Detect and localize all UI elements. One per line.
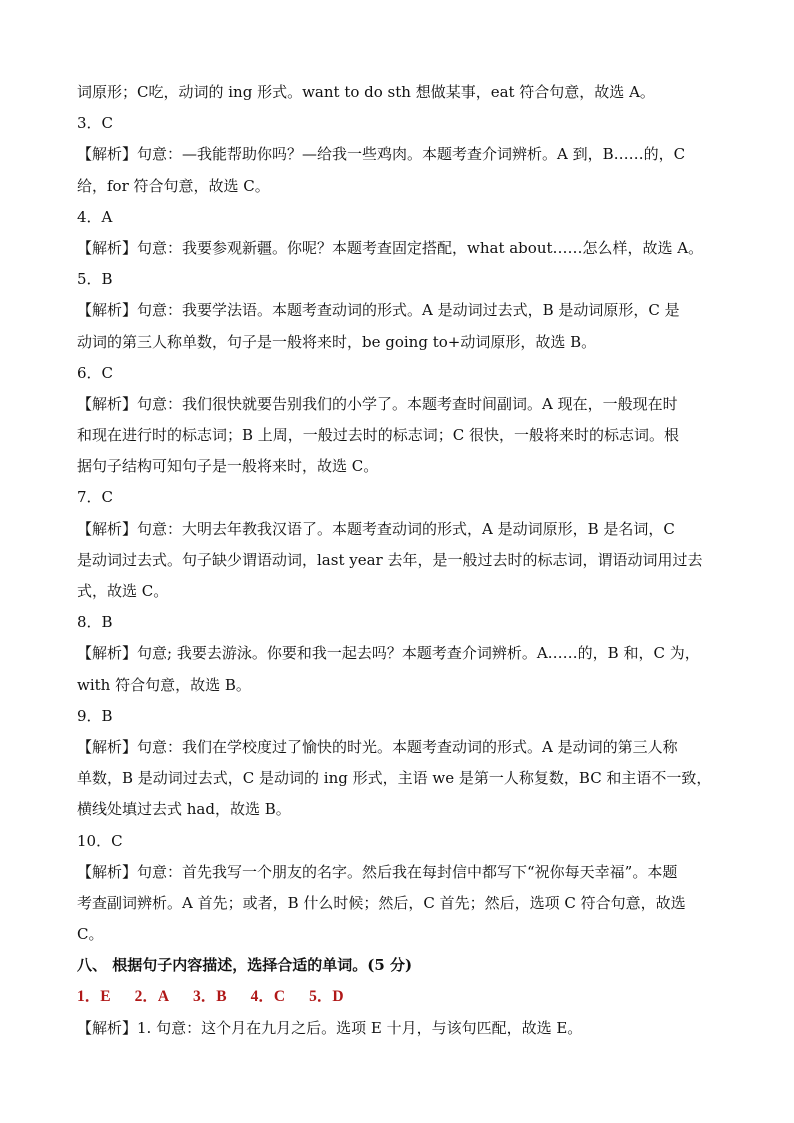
text-line: 考查副词辨析。A 首先；或者，B 什么时候；然后，C 首先；然后，选项 C 符合句意，故选 [77, 893, 686, 912]
text-line: 动词的第三人称单数，句子是一般将来时，be going to+动词原形，故选 B。 [77, 332, 597, 351]
text-line: 【解析】句意; 我要去游泳。你要和我一起去吗？本题考查介词辨析。A……的，B 和，C 为， [77, 644, 700, 663]
text-line: 8．B [77, 613, 113, 632]
text-line: 和现在进行时的标志词；B 上周，一般过去时的标志词；C 很快，一般将来时的标志词。根 [77, 426, 680, 445]
text-line: 4．A [77, 207, 113, 226]
text-line: C。 [77, 925, 104, 944]
text-line: 【解析】句意：我们很快就要告别我们的小学了。本题考查时间副词。A 现在，一般现在时 [77, 394, 678, 413]
text-line: 【解析】句意：大明去年教我汉语了。本题考查动词的形式，A 是动词原形，B 是名词，C [77, 519, 675, 538]
answer-item: 4．C [250, 988, 286, 1006]
answer-key-row [77, 981, 727, 1012]
text-line: 据句子结构可知句子是一般将来时，故选 C。 [77, 457, 379, 476]
document-content [77, 77, 727, 1044]
text-line: 【解析】句意：我要学法语。本题考查动词的形式。A 是动词过去式，B 是动词原形，C 是 [77, 301, 680, 320]
text-line: 5．B [77, 270, 113, 289]
text-line: 横线处填过去式 had，故选 B。 [77, 800, 291, 819]
text-line: 【解析】句意：我要参观新疆。你呢？本题考查固定搭配，what about……怎么样，故选 A。 [77, 238, 704, 257]
text-line: with 符合句意，故选 B。 [77, 675, 251, 694]
text-line: 【解析】句意：—我能帮助你吗？—给我一些鸡肉。本题考查介词辨析。A 到，B……的，C [77, 145, 686, 164]
text-line: 给，for 符合句意，故选 C。 [77, 176, 270, 195]
answer-item: 1．E [77, 988, 111, 1006]
text-line: 7．C [77, 488, 114, 507]
text-line: 9．B [77, 706, 113, 725]
text-line: 3．C [77, 114, 114, 133]
text-line: 6．C [77, 363, 114, 382]
text-line: 10．C [77, 831, 123, 850]
text-line: 【解析】句意：首先我写一个朋友的名字。然后我在每封信中都写下“祝你每天幸福”。本题 [77, 862, 678, 881]
text-line: 词原形；C吃，动词的 ing 形式。want to do sth 想做某事，eat 符合句意，故选 A。 [77, 83, 655, 101]
text-line: 【解析】句意：我们在学校度过了愉快的时光。本题考查动词的形式。A 是动词的第三人称 [77, 737, 678, 756]
text-line: 单数，B 是动词过去式，C 是动词的 ing 形式，主语 we 是第一人称复数，BC 和主语不一致， [77, 769, 712, 788]
text-line: 式，故选 C。 [77, 582, 169, 600]
answer-item: 3．B [193, 988, 227, 1006]
answer-item: 5．D [309, 988, 344, 1006]
explanation-lines [77, 77, 727, 950]
text-line: 是动词过去式。句子缺少谓语动词，last year 去年，是一般过去时的标志词，谓语动词用过去 [77, 550, 703, 569]
section-title: 八、 根据句子内容描述，选择合适的单词。(5 分) [77, 956, 413, 975]
answer-item: 2．A [134, 988, 170, 1006]
final-explanation-line: 【解析】1. 句意：这个月在九月之后。选项 E 十月，与该句匹配，故选 E。 [77, 1018, 583, 1037]
